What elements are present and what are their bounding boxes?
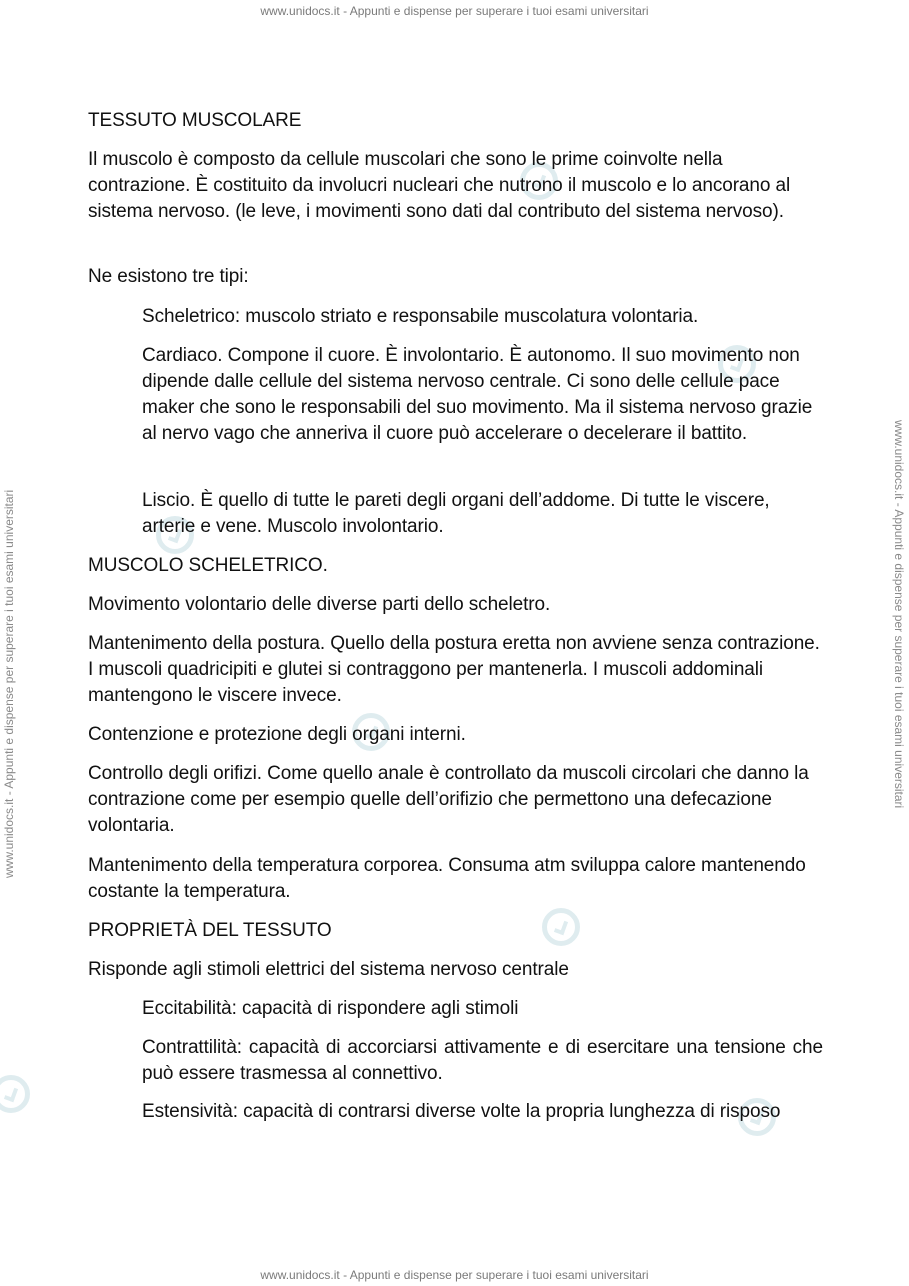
section-heading-proprieta: PROPRIETÀ DEL TESSUTO <box>88 920 332 941</box>
paragraph-orifizi: Controllo degli orifizi. Come quello anale è controllato da muscoli circolari che danno la contrazione come per esempio quelle dell’orifizio che permettono una defecazione volontaria. <box>88 763 809 836</box>
list-item-scheletrico: Scheletrico: muscolo striato e responsabile muscolatura volontaria. <box>142 306 699 327</box>
section-heading-tessuto: TESSUTO MUSCOLARE <box>88 110 302 131</box>
list-item-liscio: Liscio. È quello di tutte le pareti degli organi dell’addome. Di tutte le viscere, arterie e vene. Muscolo involontario. <box>142 490 770 537</box>
paragraph-movimento: Movimento volontario delle diverse parti dello scheletro. <box>88 594 551 615</box>
list-item-eccitabilita: Eccitabilità: capacità di rispondere agli stimoli <box>142 998 519 1019</box>
watermark-left: www.unidocs.it - Appunti e dispense per superare i tuoi esami universitari <box>2 489 16 878</box>
paragraph-risponde: Risponde agli stimoli elettrici del sistema nervoso centrale <box>88 959 569 980</box>
list-item-cardiaco: Cardiaco. Compone il cuore. È involontario. È autonomo. Il suo movimento non dipende dalle cellule del sistema nervoso centrale. Ci sono delle cellule pace maker che sono le responsabili del suo movimento. Ma il sistema nervoso grazie al nervo vago che anneriva il cuore può accelerare o decelerare il battito. <box>142 345 813 444</box>
watermark-right: www.unidocs.it - Appunti e dispense per superare i tuoi esami universitari <box>892 420 906 809</box>
watermark-logo-icon <box>0 1075 30 1113</box>
paragraph-tipi: Ne esistono tre tipi: <box>88 266 249 287</box>
section-heading-scheletrico: MUSCOLO SCHELETRICO. <box>88 555 328 576</box>
list-item-estensivita: Estensività: capacità di contrarsi diverse volte la propria lunghezza di risposo <box>142 1101 781 1122</box>
list-item-contrattilita: Contrattilità: capacità di accorciarsi attivamente e di esercitare una tensione che può essere trasmessa al connettivo. <box>142 1037 823 1084</box>
paragraph-intro: Il muscolo è composto da cellule muscolari che sono le prime coinvolte nella contrazione. È costituito da involucri nucleari che nutrono il muscolo e lo ancorano al sistema nervoso. (le leve, i movimenti sono dati dal contributo del sistema nervoso). <box>88 149 791 222</box>
paragraph-postura: Mantenimento della postura. Quello della postura eretta non avviene senza contrazione. I muscoli quadricipiti e glutei si contraggono per mantenerla. I muscoli addominali mantengono le viscere invece. <box>88 633 820 706</box>
watermark-top: www.unidocs.it - Appunti e dispense per superare i tuoi esami universitari <box>260 4 649 18</box>
paragraph-temperatura: Mantenimento della temperatura corporea. Consuma atm sviluppa calore mantenendo costante la temperatura. <box>88 855 806 902</box>
paragraph-contenzione: Contenzione e protezione degli organi interni. <box>88 724 466 745</box>
watermark-bottom: www.unidocs.it - Appunti e dispense per superare i tuoi esami universitari <box>260 1268 649 1282</box>
